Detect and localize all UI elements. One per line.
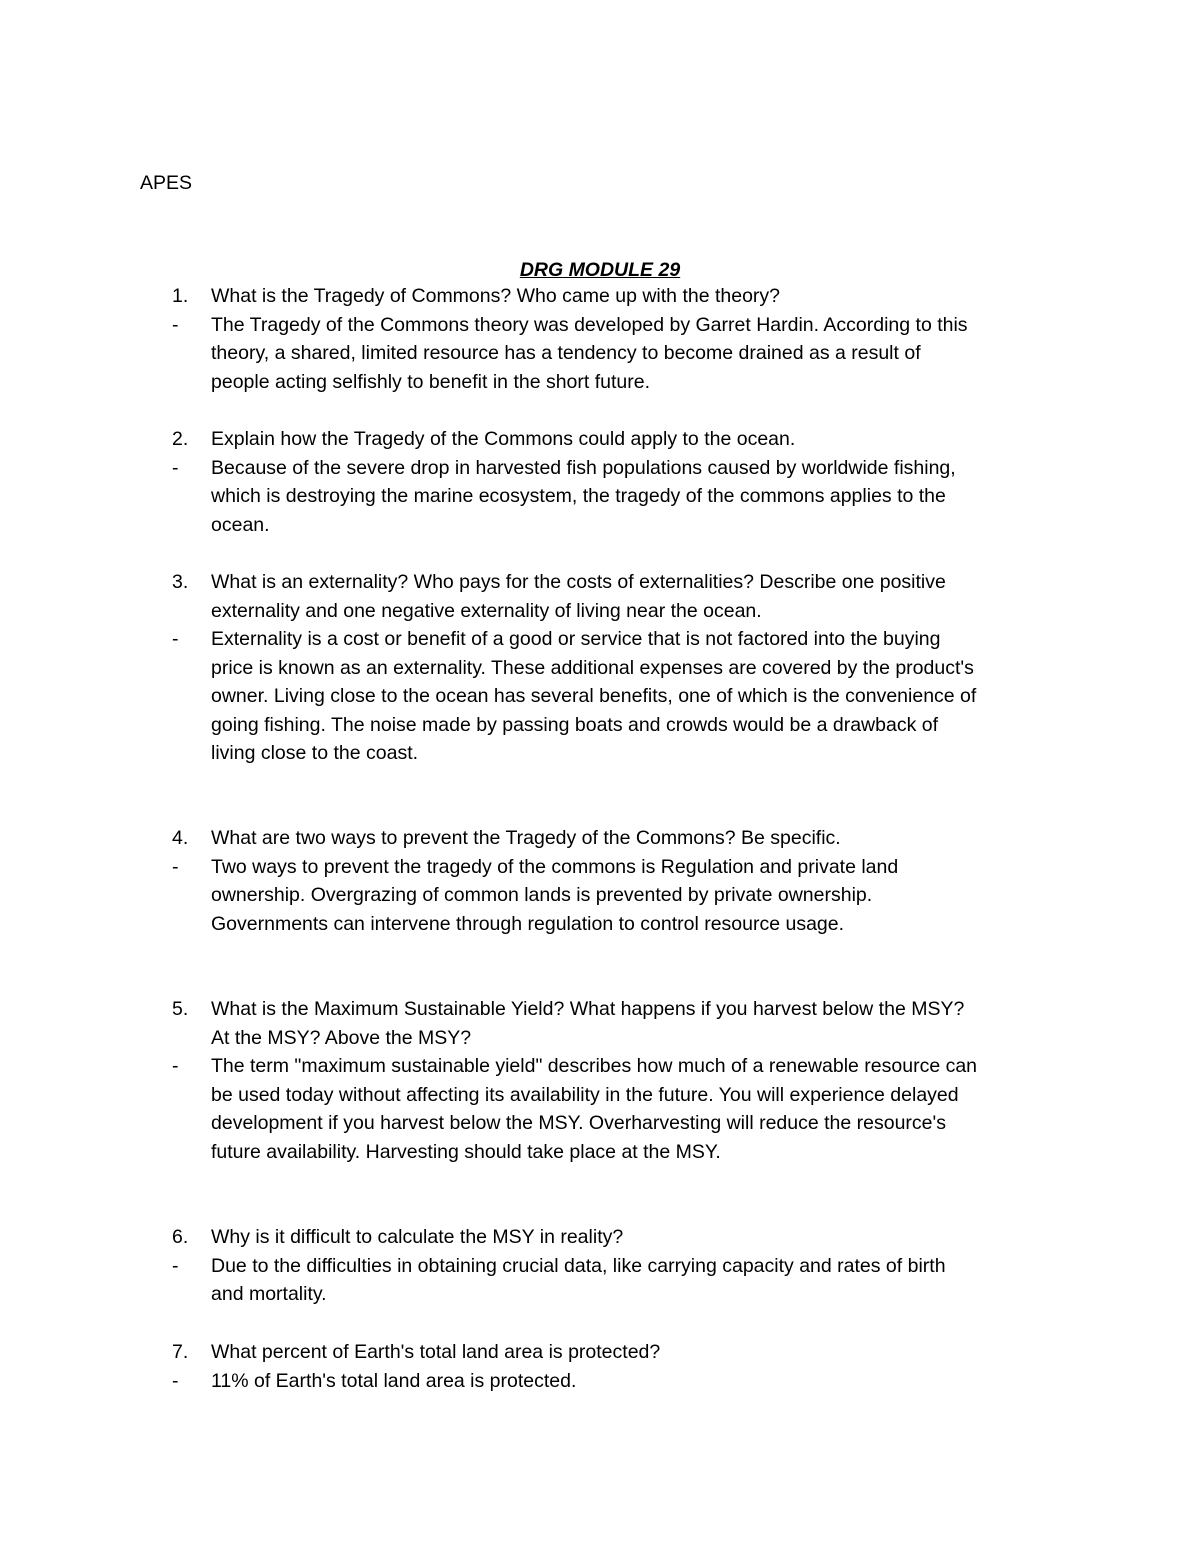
question-item — [172, 995, 1072, 1166]
answer-line — [172, 1052, 1072, 1081]
answer-line — [172, 311, 1072, 340]
question-text: What is the Maximum Sustainable Yield? What happens if you harvest below the MSY? — [211, 998, 965, 1020]
answer-text: Due to the difficulties in obtaining crucial data, like carrying capacity and rates of birth — [211, 1254, 946, 1277]
answer-bullet: - — [172, 313, 179, 336]
answer-bullet: - — [172, 456, 179, 479]
question-line — [172, 995, 1072, 1024]
question-line — [172, 824, 1072, 853]
question-item — [172, 282, 1072, 396]
question-text: Why is it difficult to calculate the MSY in reality? — [211, 1226, 624, 1248]
answer-text: which is destroying the marine ecosystem, the tragedy of the commons applies to the — [211, 485, 946, 507]
answer-text: people acting selfishly to benefit in the short future. — [211, 370, 651, 393]
answer-line — [172, 482, 1072, 511]
answer-line — [172, 1280, 1072, 1309]
answer-line — [172, 1138, 1072, 1167]
answer-line — [172, 368, 1072, 397]
answer-line — [172, 682, 1072, 711]
answer-text: Externality is a cost or benefit of a good or service that is not factored into the buying — [211, 628, 941, 650]
answer-line — [172, 454, 1072, 483]
answer-text: ocean. — [211, 513, 270, 536]
question-line — [172, 425, 1072, 454]
question-number: 1. — [172, 285, 189, 307]
question-text: Explain how the Tragedy of the Commons could apply to the ocean. — [211, 428, 796, 450]
question-number: 5. — [172, 998, 189, 1020]
answer-line — [172, 739, 1072, 768]
question-item — [172, 425, 1072, 539]
answer-text: Governments can intervene through regulation to control resource usage. — [211, 912, 845, 935]
question-line — [172, 597, 1072, 626]
answer-line — [172, 881, 1072, 910]
question-text: At the MSY? Above the MSY? — [211, 1026, 472, 1049]
answer-text: living close to the coast. — [211, 742, 419, 764]
answer-text: ownership. Overgrazing of common lands is prevented by private ownership. — [211, 884, 873, 906]
question-text: externality and one negative externality of living near the ocean. — [211, 599, 762, 622]
answer-bullet: - — [172, 855, 179, 878]
answer-text: and mortality. — [211, 1283, 327, 1305]
question-line — [172, 1024, 1072, 1053]
question-number: 6. — [172, 1226, 189, 1248]
answer-line — [172, 654, 1072, 683]
answer-text: theory, a shared, limited resource has a tendency to become drained as a result of — [211, 342, 921, 364]
answer-text: 11% of Earth's total land area is protected. — [211, 1369, 577, 1392]
answer-text: going fishing. The noise made by passing boats and crowds would be a drawback of — [211, 713, 939, 736]
question-text: What is an externality? Who pays for the costs of externalities? Describe one positive — [211, 571, 946, 593]
question-number: 7. — [172, 1341, 189, 1363]
answer-line — [172, 1367, 1072, 1396]
answer-text: price is known as an externality. These additional expenses are covered by the product's — [211, 656, 974, 679]
question-number: 2. — [172, 428, 189, 450]
answer-line — [172, 1252, 1072, 1281]
answer-line — [172, 1081, 1072, 1110]
answer-line — [172, 711, 1072, 740]
answer-text: be used today without affecting its availability in the future. You will experience delayed — [211, 1083, 959, 1106]
question-line — [172, 1338, 1072, 1367]
answer-text: future availability. Harvesting should take place at the MSY. — [211, 1140, 721, 1163]
answer-bullet: - — [172, 1369, 179, 1392]
question-item — [172, 1338, 1072, 1395]
question-item — [172, 1223, 1072, 1309]
answer-line — [172, 625, 1072, 654]
answer-line — [172, 910, 1072, 939]
question-text: What is the Tragedy of Commons? Who came up with the theory? — [211, 285, 781, 307]
answer-text: The Tragedy of the Commons theory was developed by Garret Hardin. According to this — [211, 313, 968, 336]
course-label: APES — [140, 172, 193, 194]
answer-line — [172, 339, 1072, 368]
answer-text: The term "maximum sustainable yield" describes how much of a renewable resource can — [211, 1055, 978, 1077]
answer-text: development if you harvest below the MSY. Overharvesting will reduce the resource's — [211, 1112, 946, 1134]
answer-bullet: - — [172, 1055, 179, 1077]
answer-text: Because of the severe drop in harvested fish populations caused by worldwide fishing, — [211, 456, 956, 479]
answer-line — [172, 853, 1072, 882]
answer-line — [172, 1109, 1072, 1138]
question-item — [172, 824, 1072, 938]
question-text: What are two ways to prevent the Tragedy of the Commons? Be specific. — [211, 827, 841, 849]
question-line — [172, 282, 1072, 311]
question-number: 3. — [172, 571, 189, 593]
answer-bullet: - — [172, 628, 179, 650]
answer-bullet: - — [172, 1254, 179, 1277]
question-number: 4. — [172, 827, 189, 849]
question-text: What percent of Earth's total land area is protected? — [211, 1341, 661, 1363]
answer-text: owner. Living close to the ocean has several benefits, one of which is the convenience of — [211, 685, 977, 707]
question-line — [172, 1223, 1072, 1252]
question-line — [172, 568, 1072, 597]
document-title: DRG MODULE 29 — [519, 259, 681, 281]
answer-line — [172, 511, 1072, 540]
answer-text: Two ways to prevent the tragedy of the commons is Regulation and private land — [211, 855, 899, 878]
question-item — [172, 568, 1072, 768]
